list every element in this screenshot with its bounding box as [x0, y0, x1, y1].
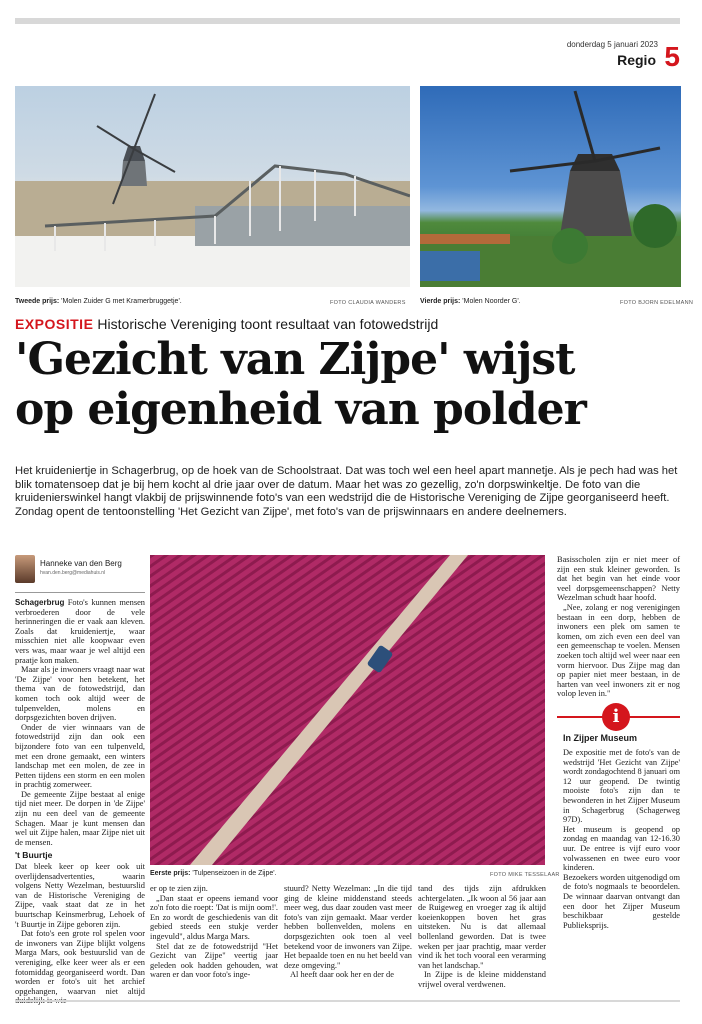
dateline: Schagerbrug [15, 598, 65, 607]
article-column-3 [284, 884, 412, 980]
photo-tulip-field [150, 555, 545, 865]
paragraph: „Dan staat er opeens iemand voor zo'n foto die roept: 'Dat is mijn oom!'. En zo wordt de geschiedenis van dit gebied steeds een stukje verder ingevuld", aldus Marga Mars. [150, 893, 278, 941]
author-byline [15, 555, 145, 587]
paragraph: Basisscholen zijn er niet meer of zijn een stuk kleiner geworden. Is dat het begin van het einde voor veel dorpsgemeenschappen? Netty Wezelman schudt haar hoofd. [557, 555, 680, 603]
kicker [15, 316, 438, 332]
caption-first-prize: Eerste prijs: 'Tulpenseizoen in de Zijpe'. [150, 870, 277, 877]
byline-divider [15, 592, 145, 593]
issue-date: donderdag 5 januari 2023 [566, 40, 658, 49]
paragraph: Bezoekers worden uitgenodigd om de foto's nogmaals te beoordelen. De winnaar daarvan ontvangt dan een door het Zijper Museum beschikbaar gestelde Publieksprijs. [563, 872, 680, 930]
photo-summer-mill [420, 86, 681, 287]
caption-fourth-prize: Vierde prijs: 'Molen Noorder G'. [420, 298, 521, 305]
top-rule [15, 18, 680, 24]
summer-mill-image [420, 86, 681, 287]
paragraph: Dat bleek keer op keer ook uit overlijdensadvertenties, waarin volgens Netty Wezelman, bestuurslid van de Historische Vereniging de Zijpe, vaak staat dat ze in het buurtschap Keinsmerbrug, Lehoek of 't Buurtje in Zijpe geboren zijn. [15, 862, 145, 929]
info-icon: i [602, 703, 630, 731]
article-column-4 [418, 884, 546, 990]
credit-fourth-prize: FOTO BJORN EDELMANN [620, 300, 694, 306]
paragraph: Schagerbrug Foto's kunnen mensen verbroederen door de vele herinneringen die er vaak aan kleven. Zoals dat kruideniertje, waar misschien niet alle koopwaar even vers was, maar waar je wel altijd een praatje kon maken. [15, 598, 145, 665]
paragraph: De gemeente Zijpe bestaat al enige tijd niet meer. De dorpen in 'de Zijpe' zijn nu een deel van de gemeente Schagen. Maar je kunt mensen dan wel uit Zijpe halen, maar Zijpe niet uit de mensen. [15, 789, 145, 847]
subheading: 't Buurtje [15, 850, 53, 861]
article-column-5 [557, 555, 680, 699]
tulip-field-image [150, 555, 545, 865]
headline-line-2: op eigenheid van polder [15, 384, 586, 435]
headline-line-1: 'Gezicht van Zijpe' wijst [15, 334, 575, 385]
paragraph: De expositie met de foto's van de wedstrijd 'Het Gezicht van Zijpe' wordt zondagochtend 8 januari om 12 uur geopend. De twintig mooiste foto's zijn dan te bewonderen in het Zijper Museum in Schagerbrug (Schagerweg 97D). [563, 748, 680, 825]
lead-paragraph: Het kruideniertje in Schagerbrug, op de hoek van de Schoolstraat. Dat was toch wel een heel apart mannetje. Als je pech had was het blik tomatensoep dat je bij hem kocht al drie jaar over de datum. Maar het was zo gezellig, zo'n dorpswinkeltje. De foto van die kruidenierswinkel hangt vlakbij de prijswinnende foto's van een wedstrijd die de Historische Vereniging de Zijpe georganiseerd heeft. Zondag opent de tentoonstelling 'Het Gezicht van Zijpe', met foto's van de prijswinnaars en andere deelnemers. [15, 465, 678, 518]
avatar [15, 555, 35, 583]
author-name: Hanneke van den Berg [40, 559, 122, 568]
infobox-body [563, 748, 680, 930]
paragraph: stuurd? Netty Wezelman: „In die tijd ging de kleine middenstand steeds meer weg, dus daar zouden vast meer foto's van zijn gemaakt. Maar verder hebben bollenvelden, molens en dorpsgezichten ook toen al veel betekend voor de inwoners van Zijpe. Het bepaalde toen en nu het beeld van deze omgeving." [284, 884, 412, 970]
paragraph: er op te zien zijn. [150, 884, 208, 893]
paragraph: Dat foto's een grote rol spelen voor de inwoners van Zijpe blijkt volgens Marga Mars, ook bestuurslid van de vereniging, elke keer weer als er een fotomiddag georganiseerd wordt. Dan worden er foto's uit het archief opgehangen, waarvan niet altijd [15, 929, 145, 996]
credit-first-prize: FOTO MIKE TESSELAAR [490, 872, 560, 878]
photo-winter-mill [15, 86, 410, 287]
article-column-2 [150, 884, 278, 980]
section-name: Regio [617, 52, 656, 68]
paragraph: Stel dat ze de fotowedstrijd "Het Gezicht van Zijpe" veertig jaar geleden ook hadden gehouden, wat waren er dan voor foto's inge- [150, 941, 278, 980]
credit-second-prize: FOTO CLAUDIA WANDERS [330, 300, 406, 306]
paragraph: Onder de vier winnaars van de fotowedstrijd zijn dan ook een bijzondere foto van een tulpenveld, met een drone gemaakt, een winters landschap met een molen, de zee in Petten tijdens een storm en een molen in prachtig zomerweer. [15, 722, 145, 790]
bottom-rule [15, 1000, 680, 1002]
kicker-text: Historische Vereniging toont resultaat van fotowedstrijd [97, 316, 439, 332]
winter-mill-image [15, 86, 410, 287]
paragraph: tand des tijds zijn afdrukken achtergelaten. „Ik woon al 56 jaar aan de Ruigeweg en vroeger zag ik altijd koeienkoppen boven het gras uitsteken. Nu is dat allemaal bollenland geworden. Dat is twee weken per jaar prachtig, maar verder vind ik het toch vooral een verarming van het landschap." [418, 884, 546, 970]
paragraph: „Nee, zolang er nog verenigingen bestaan in een dorp, hebben de inwoners een plek om samen te komen, om zich even een deel van een gemeenschap te voelen. Mensen zoeken toch altijd wel weer naar een vorm hiervoor. Dus Zijpe mag dan op papier niet meer bestaan, in de harten van veel inwoners zit er nog volop leven in." [557, 602, 680, 699]
paragraph: Het museum is geopend op zondag en maandag van 12-16.30 uur. De entree is vijf euro voor volwassenen en twee euro voor kinderen. [563, 824, 680, 873]
infobox-title: In Zijper Museum [563, 733, 638, 743]
headline [15, 335, 685, 435]
author-email: hvan.den.berg@mediahuis.nl [40, 570, 106, 576]
article-column-1 [15, 598, 145, 1006]
paragraph: Maar als je inwoners vraagt naar wat 'De Zijpe' voor hen betekent, het thema van de fotowedstrijd, dan komen toch ook altijd weer de tulpenvelden, molens en dorpsgezichten boven drijven. [15, 665, 145, 723]
kicker-tag: EXPOSITIE [15, 316, 94, 332]
paragraph: Al heeft daar ook her en der de [290, 970, 394, 980]
paragraph: In Zijpe is de kleine middenstand vrijwel overal verdwenen. [418, 970, 546, 989]
page-number: 5 [664, 41, 680, 72]
caption-second-prize: Tweede prijs: 'Molen Zuider G met Kramerbruggetje'. [15, 298, 182, 305]
